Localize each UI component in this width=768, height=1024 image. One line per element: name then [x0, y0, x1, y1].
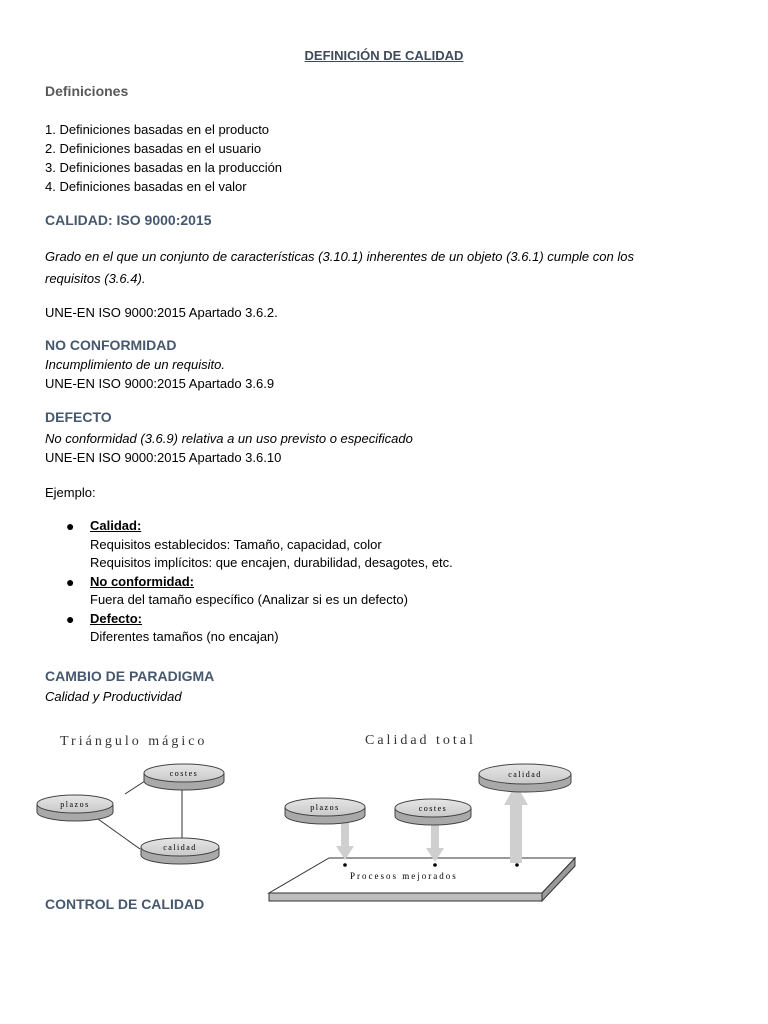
- cambio-paradigma-subtitle: Calidad y Productividad: [45, 689, 182, 704]
- disc-calidad-right: [479, 764, 571, 792]
- bullet-label: No conformidad:: [90, 573, 194, 589]
- bullet-item-calidad: [62, 517, 453, 573]
- disc-label: calidad: [508, 770, 542, 779]
- defecto-heading: DEFECTO: [45, 409, 112, 425]
- disc-costes-right: [395, 799, 471, 825]
- cambio-paradigma-heading: CAMBIO DE PARADIGMA: [45, 668, 215, 684]
- defecto-reference: UNE-EN ISO 9000:2015 Apartado 3.6.10: [45, 450, 282, 465]
- definiciones-heading: Definiciones: [45, 83, 129, 99]
- page-title: DEFINICIÓN DE CALIDAD: [304, 48, 464, 63]
- bullet-line: Diferentes tamaños (no encajan): [90, 629, 279, 644]
- disc-plazos-right: [285, 798, 365, 824]
- disc-costes: [144, 764, 224, 790]
- arrow-calidad: [504, 784, 528, 867]
- calidad-definition-line: Grado en el que un conjunto de características (3.10.1) inherentes de un objeto (3.6.1) cumple con los: [45, 249, 634, 264]
- calidad-definition: [45, 246, 634, 290]
- process-platform: [269, 858, 575, 901]
- bullet-icon: ●: [66, 518, 75, 534]
- disc-calidad: [141, 838, 219, 864]
- bullet-line: Requisitos establecidos: Tamaño, capacidad, color: [90, 536, 382, 552]
- disc-label: plazos: [310, 803, 340, 812]
- no-conformidad-heading: NO CONFORMIDAD: [45, 337, 177, 353]
- bullet-item-defecto: [62, 610, 453, 647]
- bullet-line: Requisitos implícitos: que encajen, durabilidad, desagotes, etc.: [90, 555, 453, 570]
- disc-label: calidad: [163, 843, 197, 852]
- disc-plazos: [37, 795, 113, 821]
- platform-label: Procesos mejorados: [350, 871, 458, 881]
- calidad-reference: UNE-EN ISO 9000:2015 Apartado 3.6.2.: [45, 305, 278, 320]
- calidad-definition-line: requisitos (3.6.4).: [45, 271, 146, 286]
- calidad-iso-heading: CALIDAD: ISO 9000:2015: [45, 212, 212, 228]
- list-item: 4. Definiciones basadas en el valor: [45, 179, 247, 194]
- bullet-label: Calidad:: [90, 518, 142, 533]
- connector-line: [98, 819, 140, 849]
- disc-label: costes: [169, 769, 199, 778]
- bullet-icon: ●: [66, 573, 75, 590]
- bullet-item-no-conformidad: [62, 573, 453, 610]
- no-conformidad-definition: Incumplimiento de un requisito.: [45, 357, 225, 372]
- list-item: 1. Definiciones basadas en el producto: [45, 122, 270, 137]
- no-conformidad-reference: UNE-EN ISO 9000:2015 Apartado 3.6.9: [45, 376, 275, 391]
- triangulo-title: Triángulo mágico: [60, 734, 208, 749]
- ejemplo-label: Ejemplo:: [45, 485, 96, 500]
- bullet-label: Defecto:: [90, 610, 143, 626]
- paradigm-diagram: [30, 725, 590, 910]
- disc-label: plazos: [60, 800, 90, 809]
- definiciones-list: [45, 120, 282, 196]
- list-item: 3. Definiciones basadas en la producción: [45, 160, 283, 175]
- list-item: 2. Definiciones basadas en el usuario: [45, 141, 262, 156]
- ejemplo-bullets: [62, 517, 453, 647]
- bullet-icon: ●: [66, 610, 75, 627]
- defecto-definition: No conformidad (3.6.9) relativa a un uso previsto o especificado: [45, 431, 413, 446]
- bullet-line: Fuera del tamaño específico (Analizar si es un defecto): [90, 592, 408, 607]
- calidad-total-title: Calidad total: [365, 733, 476, 748]
- control-calidad-heading: CONTROL DE CALIDAD: [45, 896, 205, 912]
- disc-label: costes: [418, 804, 448, 813]
